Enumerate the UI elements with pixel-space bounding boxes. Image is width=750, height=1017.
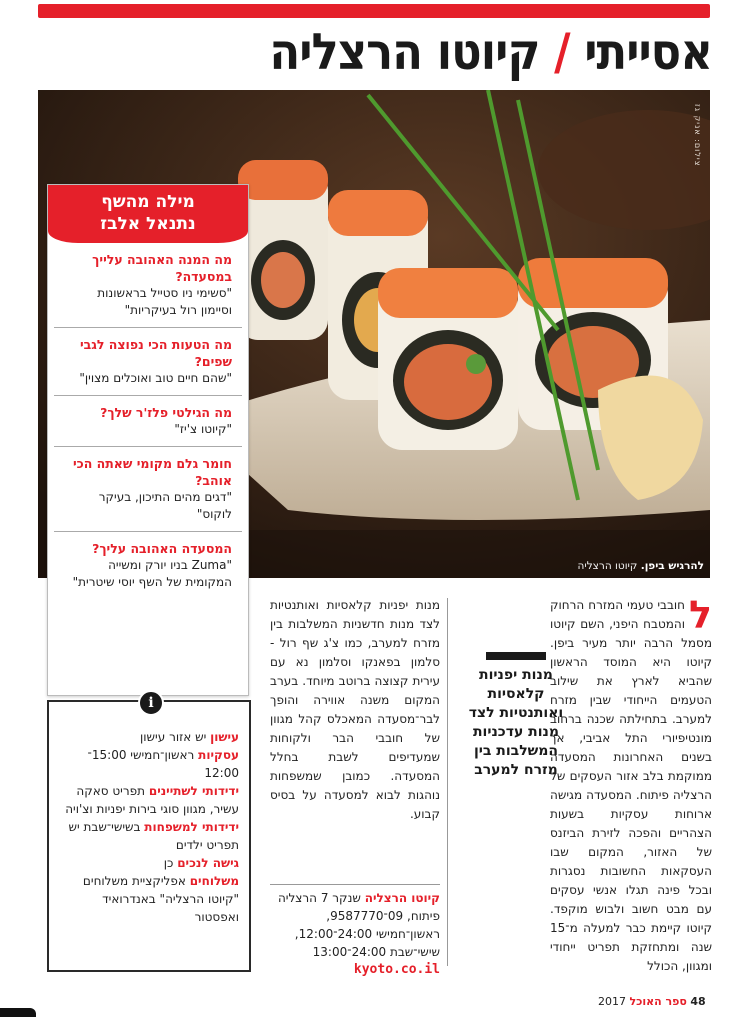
info-value: תפריט סאקה עשיר, מגוון סוגי בירות יפניות וצ'ויה: [65, 784, 239, 816]
corner-tab: [0, 1008, 36, 1017]
qa-answer: "Zuma בניו יורק ומשייה המקומית של השף יוסי שיטרית": [72, 558, 232, 589]
photo-credit: צילום: אניק גז: [693, 104, 702, 167]
chef-box-heading: מילה מהשף: [101, 192, 195, 212]
photo-caption: [578, 560, 705, 572]
info-row: [59, 728, 239, 746]
qa-answer: "דגים מהים התיכון, בעיקר לוקוס": [98, 490, 232, 521]
article-text-right: חובבי טעמי המזרח הרחוק והמטבח היפני, השם קיוטו מסמל הרבה יותר מעיר ביפן. קיוטו היא המוסד הראשון שהביא לארץ את שילוב הטעמים הייחודי שבין מזרח למערב. בתחילתה שכנה ברחוב מונטיפיורי התל אביבי, אך בשנים האחרונות המסעדה ממוקמת בלב אזור העסקים של הרצליה פיתוח. המסעדה מגישה ארוחות עסקיות בשעות הצהריים והפכה לזירת הביזנס של האזור, המקום שבו העסקאות החשובות נסגרות ובכל פינה תגלו אנשי עסקים עם מבט חשוב ולבוש מוקפד. קיוטו קיימת כבר למעלה מ־15 שנה ומתחזקת תפריט ייחודי ומגוון, הכולל: [550, 598, 712, 973]
address-line: [270, 889, 440, 925]
caption-bold: להרגיש ביפן.: [640, 560, 704, 572]
qa-question: מה הטעות הכי נפוצה לגבי שפים?: [80, 337, 232, 369]
info-body: [49, 702, 249, 934]
info-value: אפליקציית משלוחים "קיוטו הרצליה" באנדרואיד ואפסטור: [82, 874, 239, 924]
drop-cap: ל: [689, 593, 712, 637]
info-value: בשישי־שבת יש תפריט ילדים: [68, 820, 239, 852]
top-red-bar: [38, 4, 710, 18]
website-link[interactable]: kyoto.co.il: [353, 962, 440, 977]
qa-item: [54, 243, 242, 328]
qa-item: [54, 532, 242, 599]
pull-quote-text: מנות יפניות קלאסיות ואותנטיות לצד מנות עדכניות המשלבות בין מזרח למערב: [468, 667, 564, 778]
phone: 09־9587770,: [326, 909, 404, 923]
info-row: [59, 746, 239, 782]
article-column-left: [270, 596, 440, 824]
info-key: עסקיות: [198, 748, 239, 762]
qa-question: חומר גלם מקומי שאתה הכי אוהב?: [72, 456, 232, 488]
magazine-year: 2017: [598, 995, 626, 1008]
street: שנקר 7 הרצליה פיתוח,: [277, 891, 440, 923]
info-key: ידידותי לשתיינים: [148, 784, 239, 798]
qa-item: [54, 447, 242, 532]
info-value: כן: [163, 856, 174, 870]
article-text-left: מנות יפניות קלאסיות ואותנטיות לצד מנות חדשניות המשלבות בין מזרח למערב, כמו צ'ג שף רול - סלמון בפאנקו וסלמון נא עם עירית קצוצה ברוטב מיוחד. בערב המקום משנה אווירה והופך לבר־מסעדה המאכלס קהל מגוון של חובבי הבר ולקוחות שמעדיפים לשבת בחלל המסעדה. כמובן שמשפחות נוהגות לבוא למסעדה על בסיס קבוע.: [270, 598, 440, 821]
info-value: ראשון־חמישי 15:00־12:00: [87, 748, 239, 780]
info-row: [59, 872, 239, 926]
page-title: [40, 20, 712, 84]
page-number: 48: [690, 995, 706, 1008]
hours-weekday: ראשון־חמישי 24:00־12:00,: [294, 927, 440, 941]
info-icon: i: [138, 690, 164, 716]
info-value: יש אזור עישון: [140, 730, 207, 744]
magazine-name: ספר האוכל: [629, 995, 687, 1008]
qa-answer: "קיוטו צ'יז": [174, 422, 232, 436]
qa-item: [54, 328, 242, 396]
title-main: אסייתי: [584, 23, 712, 81]
hours-weekend: שישי־שבת 24:00־13:00: [312, 945, 440, 959]
title-slash: /: [554, 23, 570, 81]
address-block: [270, 884, 440, 979]
chef-box: [47, 184, 249, 696]
info-key: גישה לנכים: [177, 856, 239, 870]
qa-question: מה המנה האהובה עלייך במסעדה?: [92, 252, 232, 284]
info-box: [47, 695, 251, 972]
column-divider: [447, 598, 448, 966]
info-row: [59, 818, 239, 854]
qa-question: המסעדה האהובה עליך?: [92, 541, 232, 556]
pull-quote-bar: [486, 652, 546, 660]
chef-box-header: [48, 185, 248, 243]
qa-item: [54, 396, 242, 447]
page-footer: [598, 995, 706, 1008]
caption-text: קיוטו הרצליה: [577, 560, 638, 572]
title-sub: קיוטו הרצליה: [269, 23, 540, 81]
qa-answer: "סשימי ניו סטייל בראשונות וסיימון רול בעיקריות": [97, 286, 232, 317]
chef-name: נתנאל אלבז: [100, 214, 196, 234]
qa-answer: "שהם חיים טוב ואוכלים מצוין": [79, 371, 232, 385]
qa-question: מה הגילטי פלז'ר שלך?: [100, 405, 232, 420]
info-key: משלוחים: [189, 874, 239, 888]
info-row: [59, 854, 239, 872]
restaurant-name: קיוטו הרצליה: [364, 891, 440, 905]
info-key: ידידותי למשפחות: [144, 820, 239, 834]
info-key: עישון: [210, 730, 239, 744]
pull-quote: [456, 652, 576, 780]
info-row: [59, 782, 239, 818]
